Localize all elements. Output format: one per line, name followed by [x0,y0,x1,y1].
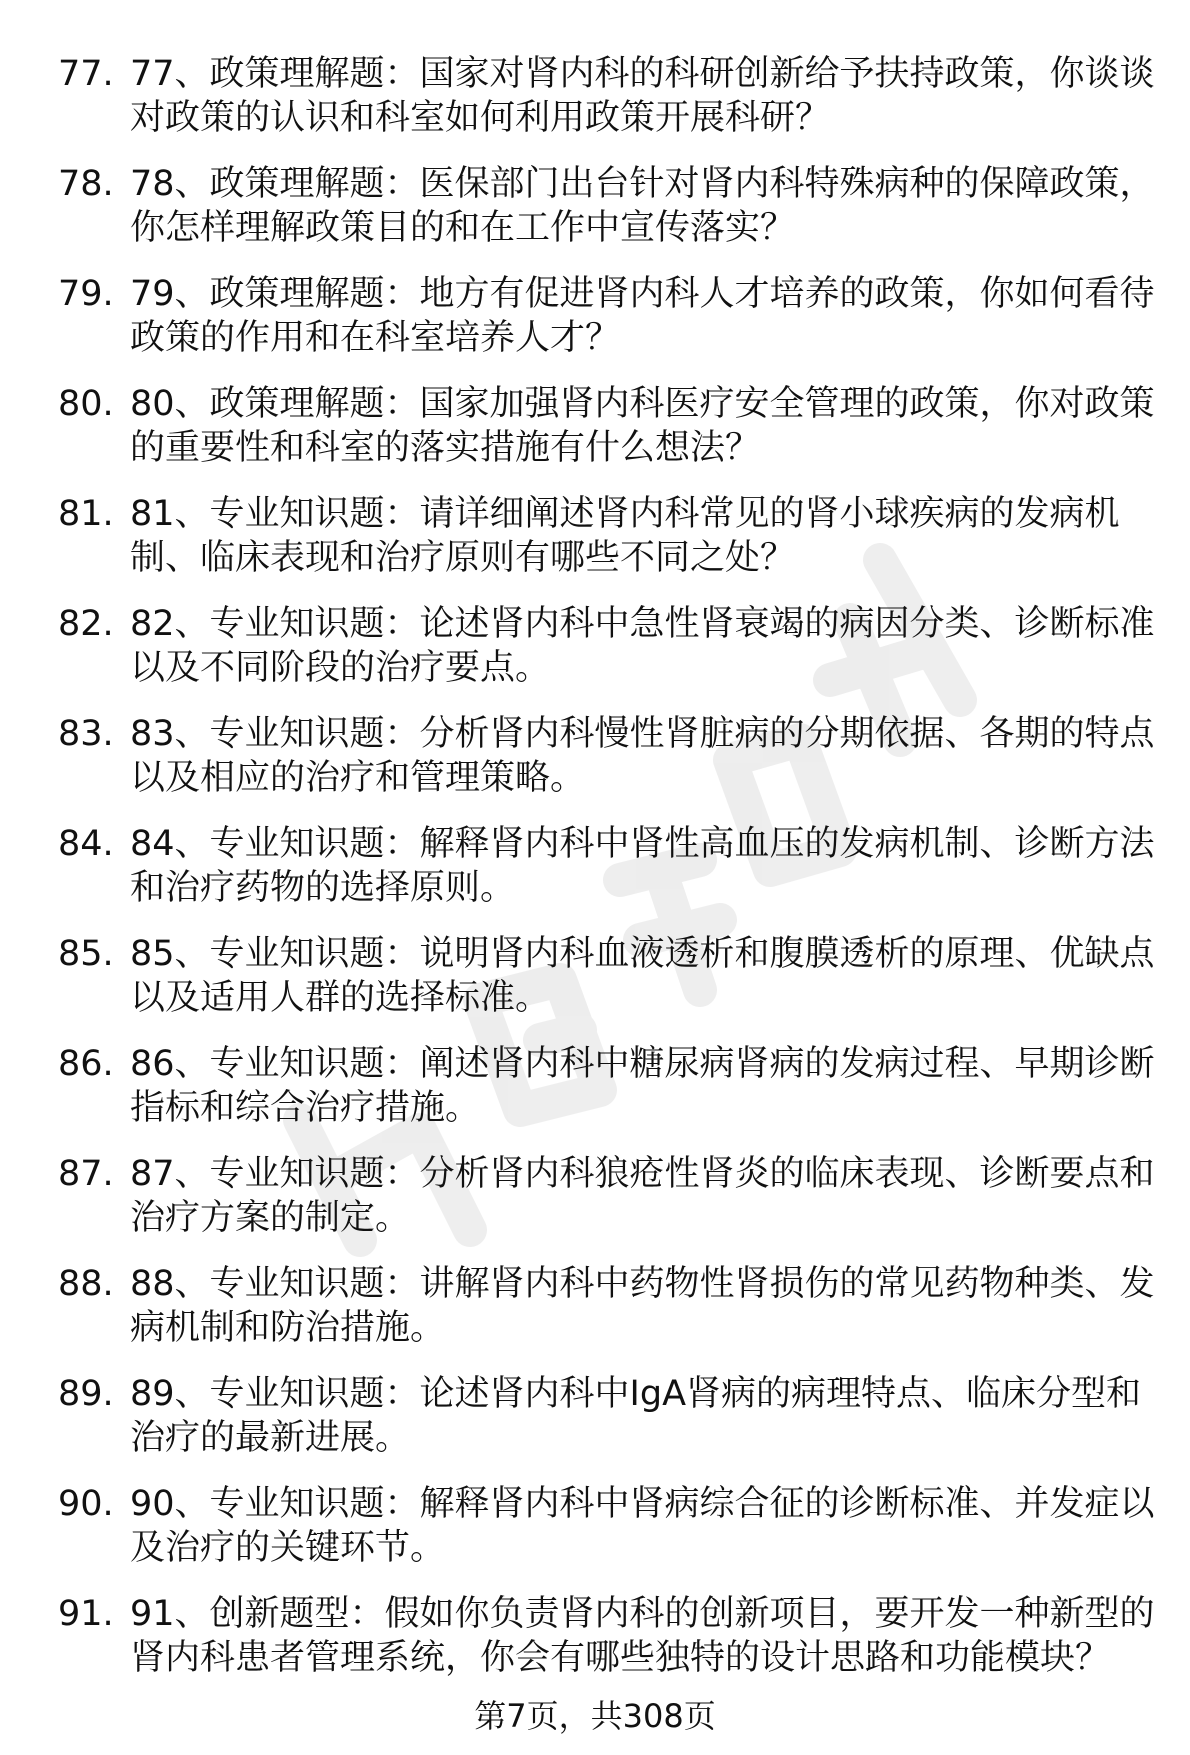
list-item [58,382,1168,470]
item-number: 85. [58,934,114,974]
item-number: 78. [58,164,114,204]
item-text: 80、政策理解题：国家加强肾内科医疗安全管理的政策，你对政策的重要性和科室的落实措施有什么想法？ [130,384,1155,468]
item-text: 77、政策理解题：国家对肾内科的科研创新给予扶持政策，你谈谈对政策的认识和科室如何利用政策开展科研？ [130,54,1155,138]
list-item [58,162,1168,250]
list-item [58,602,1168,690]
item-text: 88、专业知识题：讲解肾内科中药物性肾损伤的常见药物种类、发病机制和防治措施。 [130,1264,1155,1348]
item-number: 91. [58,1594,114,1634]
item-number: 77. [58,54,114,94]
list-item [58,492,1168,580]
item-text: 91、创新题型：假如你负责肾内科的创新项目，要开发一种新型的肾内科患者管理系统，你会有哪些独特的设计思路和功能模块？ [130,1594,1155,1678]
list-item [58,822,1168,910]
item-text: 82、专业知识题：论述肾内科中急性肾衰竭的病因分类、诊断标准以及不同阶段的治疗要点。 [130,604,1155,688]
item-text: 78、政策理解题：医保部门出台针对肾内科特殊病种的保障政策，你怎样理解政策目的和在工作中宣传落实？ [130,164,1155,248]
item-text: 89、专业知识题：论述肾内科中IgA肾病的病理特点、临床分型和治疗的最新进展。 [130,1374,1142,1458]
item-text: 85、专业知识题：说明肾内科血液透析和腹膜透析的原理、优缺点以及适用人群的选择标准。 [130,934,1155,1018]
question-list [58,52,1168,1702]
item-number: 81. [58,494,114,534]
item-text: 86、专业知识题：阐述肾内科中糖尿病肾病的发病过程、早期诊断指标和综合治疗措施。 [130,1044,1155,1128]
list-item [58,932,1168,1020]
item-text: 79、政策理解题：地方有促进肾内科人才培养的政策，你如何看待政策的作用和在科室培养人才？ [130,274,1155,358]
list-item [58,1592,1168,1680]
item-number: 86. [58,1044,114,1084]
item-number: 87. [58,1154,114,1194]
list-item [58,712,1168,800]
item-number: 90. [58,1484,114,1524]
page-footer: 第7页，共308页 [474,1697,716,1735]
item-text: 90、专业知识题：解释肾内科中肾病综合征的诊断标准、并发症以及治疗的关键环节。 [130,1484,1155,1568]
list-item [58,1482,1168,1570]
item-number: 79. [58,274,114,314]
list-item [58,1372,1168,1460]
item-number: 83. [58,714,114,754]
item-number: 80. [58,384,114,424]
item-number: 84. [58,824,114,864]
item-text: 84、专业知识题：解释肾内科中肾性高血压的发病机制、诊断方法和治疗药物的选择原则。 [130,824,1155,908]
item-number: 82. [58,604,114,644]
list-item [58,1262,1168,1350]
item-text: 83、专业知识题：分析肾内科慢性肾脏病的分期依据、各期的特点以及相应的治疗和管理策略。 [130,714,1155,798]
list-item [58,272,1168,360]
item-number: 88. [58,1264,114,1304]
list-item [58,1042,1168,1130]
item-number: 89. [58,1374,114,1414]
list-item [58,1152,1168,1240]
item-text: 87、专业知识题：分析肾内科狼疮性肾炎的临床表现、诊断要点和治疗方案的制定。 [130,1154,1155,1238]
item-text: 81、专业知识题：请详细阐述肾内科常见的肾小球疾病的发病机制、临床表现和治疗原则有哪些不同之处？ [130,494,1120,578]
list-item [58,52,1168,140]
